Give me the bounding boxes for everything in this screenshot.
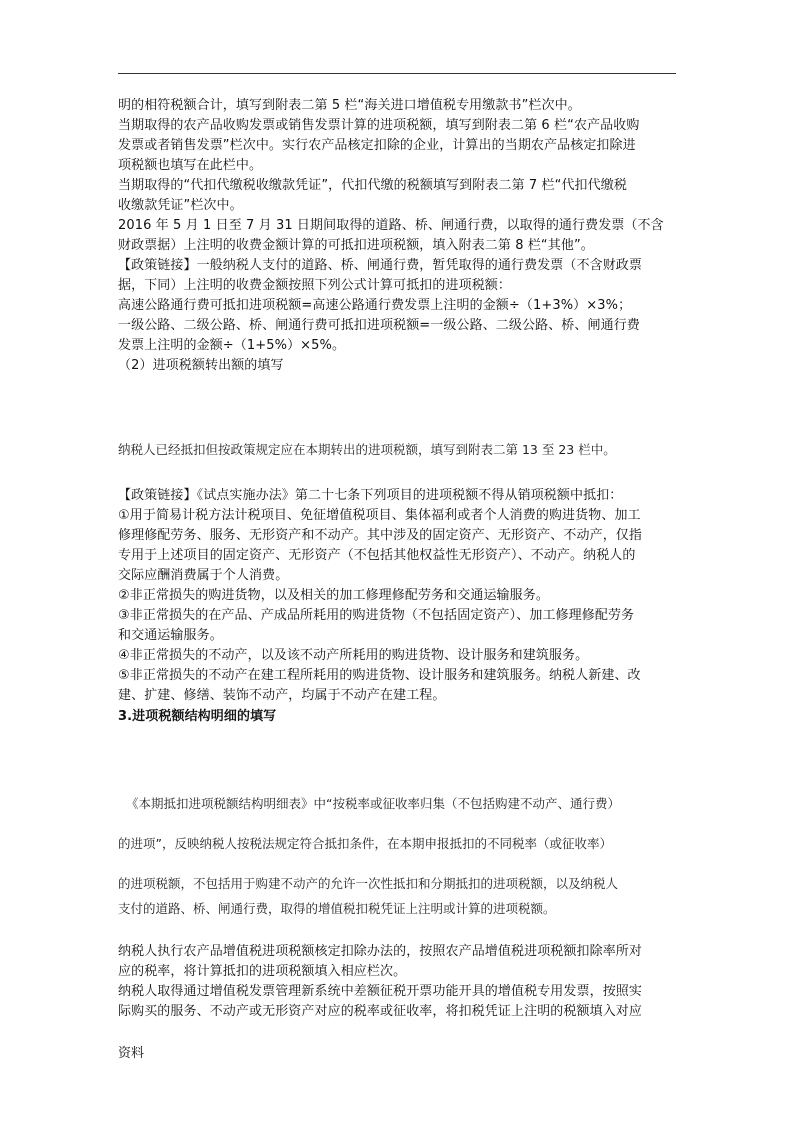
text-line: 当期取得的“代扣代缴税收缴款凭证”，代扣代缴的税额填写到附表二第 7 栏“代扣代缴税 <box>118 178 627 193</box>
text-line: 专用于上述项目的固定资产、无形资产（不包括其他权益性无形资产）、不动产。纳税人的 <box>118 548 636 563</box>
text-line: 发票或者销售发票”栏次中。实行农产品核定扣除的企业，计算出的当期农产品核定扣除进 <box>118 138 636 153</box>
text-line: 【政策链接】一般纳税人支付的道路、桥、闸通行费，暂凭取得的通行费发票（不含财政票 <box>118 258 643 273</box>
text-line: 纳税人执行农产品增值税进项税额核定扣除办法的，按照农产品增值税进项税额扣除率所对 <box>118 944 643 959</box>
section-subheading: （2）进项税额转出额的填写 <box>118 358 284 373</box>
text-line: 应的税率，将计算抵扣的进项税额填入相应栏次。 <box>118 964 407 979</box>
text-line: 财政票据）上注明的收费金额计算的可抵扣进项税额，填入附表二第 8 栏“其他”。 <box>118 238 594 253</box>
text-line: 明的相符税额合计，填写到附表二第 5 栏“海关进口增值税专用缴款书”栏次中。 <box>118 98 581 113</box>
text-line: 际购买的服务、不动产或无形资产对应的税率或征收率，将扣税凭证上注明的税额填入对应 <box>118 1004 643 1019</box>
header-rule <box>118 73 676 74</box>
text-line: 一级公路、二级公路、桥、闸通行费可抵扣进项税额=一级公路、二级公路、桥、闸通行费 <box>118 318 640 333</box>
text-line: 支付的道路、桥、闸通行费，取得的增值税扣税凭证上注明或计算的进项税额。 <box>118 901 556 916</box>
text-line: 和交通运输服务。 <box>118 628 223 643</box>
page-footer: 资料 <box>118 1046 145 1061</box>
list-item: ①用于简易计税方法计税项目、免征增值税项目、集体福利或者个人消费的购进货物、加工 <box>118 508 641 523</box>
text-line: 的进项税额，不包括用于购建不动产的允许一次性抵扣和分期抵扣的进项税额，以及纳税人 <box>118 876 619 891</box>
list-item: ④非正常损失的不动产，以及该不动产所耗用的购进货物、设计服务和建筑服务。 <box>118 648 589 663</box>
text-line: 交际应酬消费属于个人消费。 <box>118 568 289 583</box>
list-item: ⑤非正常损失的不动产在建工程所耗用的购进货物、设计服务和建筑服务。纳税人新建、改 <box>118 668 641 683</box>
list-item: ③非正常损失的在产品、产成品所耗用的购进货物（不包括固定资产）、加工修理修配劳务 <box>118 608 635 623</box>
text-line: 发票上注明的金额÷（1+5%）×5%。 <box>118 338 346 353</box>
text-line: 收缴款凭证”栏次中。 <box>118 198 243 213</box>
text-line: 纳税人已经抵扣但按政策规定应在本期转出的进项税额，填写到附表二第 13 至 23 栏中。 <box>118 442 616 457</box>
text-line: 2016 年 5 月 1 日至 7 月 31 日期间取得的道路、桥、闸通行费，以取得的通行费发票（不含 <box>118 218 664 233</box>
text-line: 高速公路通行费可抵扣进项税额=高速公路通行费发票上注明的金额÷（1+3%）×3%； <box>118 298 632 313</box>
text-line: 修理修配劳务、服务、无形资产和不动产。其中涉及的固定资产、无形资产、不动产，仅指 <box>118 528 643 543</box>
text-line: 建、扩建、修缮、装饰不动产，均属于不动产在建工程。 <box>118 688 446 703</box>
text-line: 纳税人取得通过增值税发票管理新系统中差额征税开票功能开具的增值税专用发票，按照实 <box>118 984 643 999</box>
text-line: 据，下同）上注明的收费金额按照下列公式计算可抵扣的进项税额： <box>118 278 512 293</box>
text-line: 《本期抵扣进项税额结构明细表》中“按税率或征收率归集（不包括购建不动产、通行费） <box>126 796 620 811</box>
text-line: 【政策链接】《试点实施办法》第二十七条下列项目的进项税额不得从销项税额中抵扣： <box>118 488 623 503</box>
section-heading: 3.进项税额结构明细的填写 <box>118 709 277 724</box>
text-line: 项税额也填写在此栏中。 <box>118 158 263 173</box>
text-line: 的进项”，反映纳税人按税法规定符合抵扣条件，在本期申报抵扣的不同税率（或征收率） <box>118 836 612 851</box>
text-line: 当期取得的农产品收购发票或销售发票计算的进项税额，填写到附表二第 6 栏“农产品收购 <box>118 118 640 133</box>
list-item: ②非正常损失的购进货物，以及相关的加工修理修配劳务和交通运输服务。 <box>118 588 549 603</box>
